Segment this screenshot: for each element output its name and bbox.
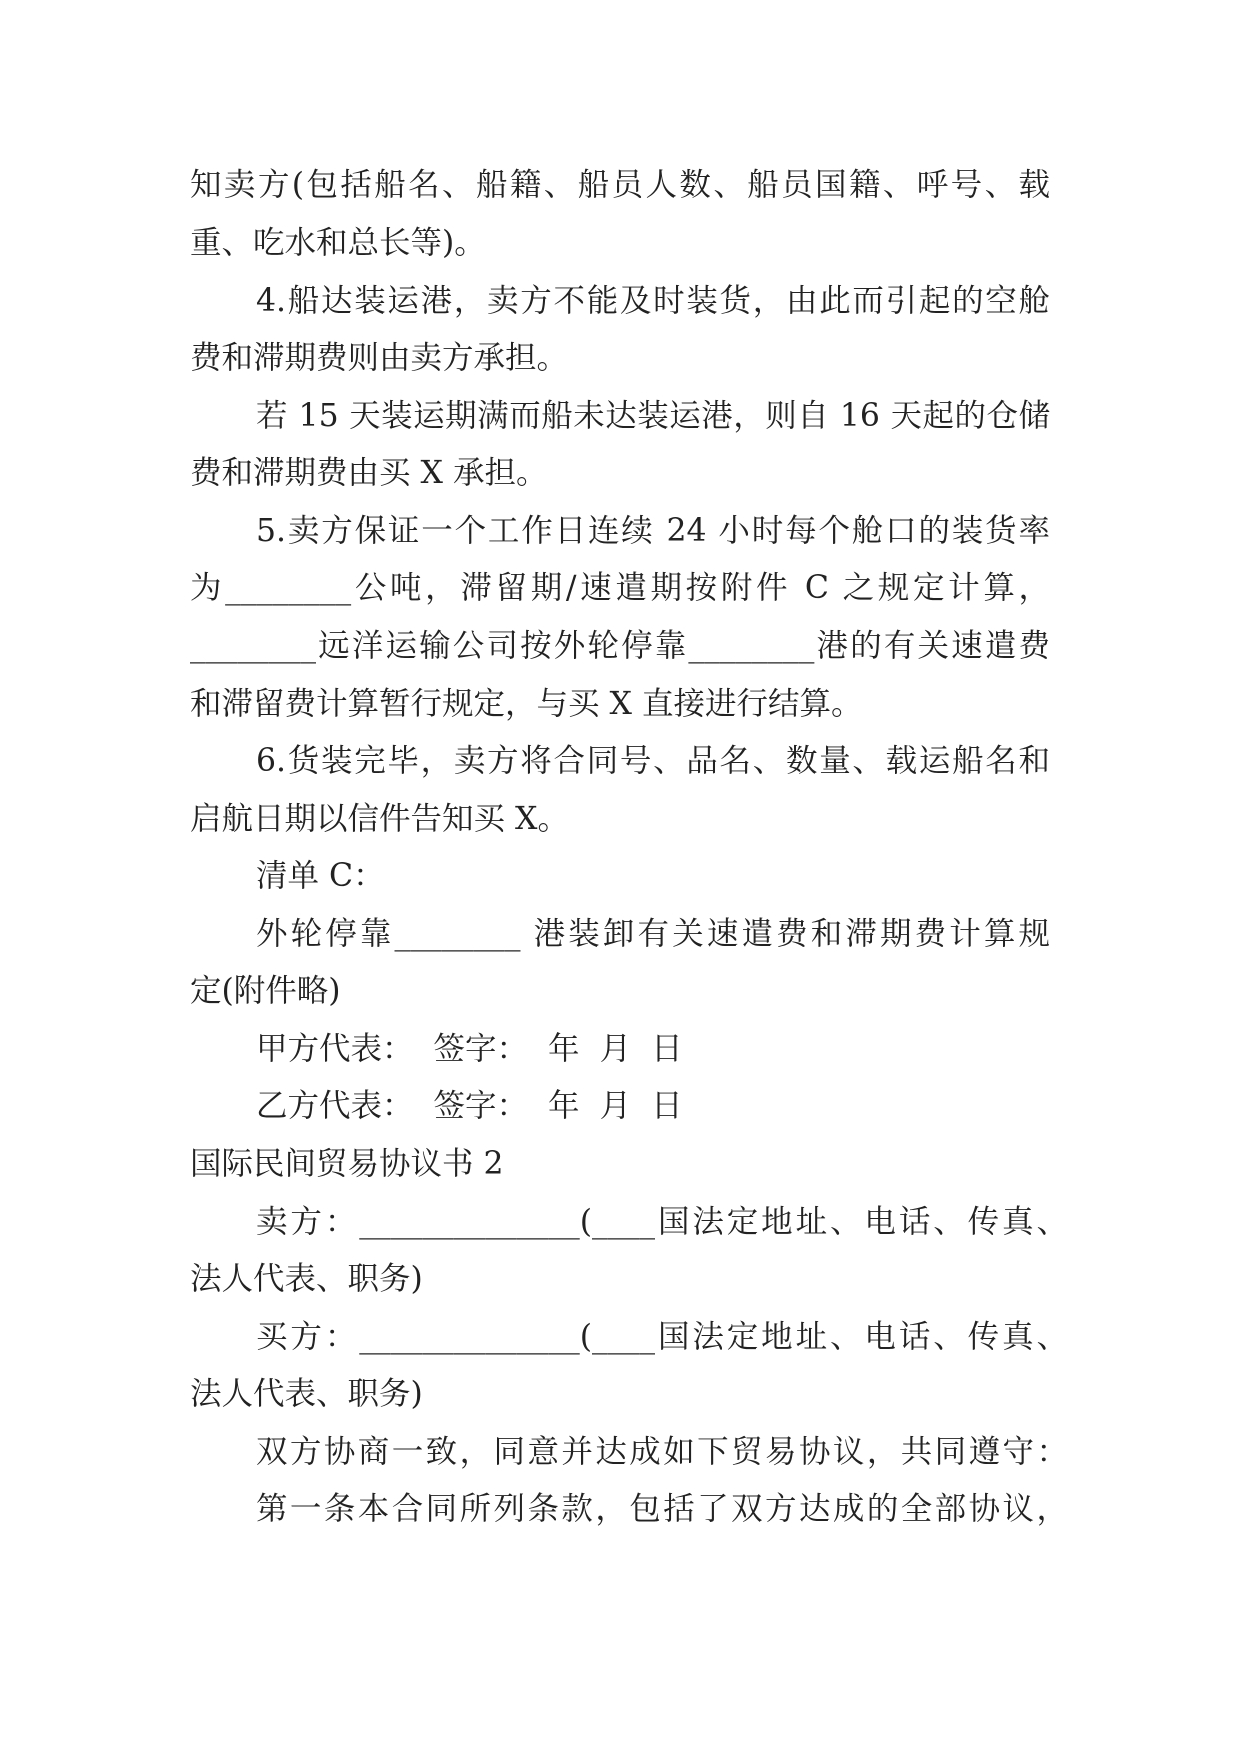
text-line: 外轮停靠________ 港装卸有关速遣费和滞期费计算规 — [256, 916, 1050, 952]
text-line: 和滞留费计算暂行规定，与买 X 直接进行结算。 — [190, 686, 863, 722]
text-line: 买方：______________(____国法定地址、电话、传真、 — [256, 1319, 1068, 1355]
text-line: 法人代表、职务) — [190, 1261, 423, 1297]
signature-line-party-b: 乙方代表： 签字： 年 月 日 — [256, 1088, 683, 1124]
text-line: 费和滞期费则由卖方承担。 — [190, 340, 569, 376]
text-line: 第一条本合同所列条款，包括了双方达成的全部协议， — [256, 1491, 1068, 1527]
signature-line-party-a: 甲方代表： 签字： 年 月 日 — [256, 1031, 683, 1067]
text-line: 6.货装完毕，卖方将合同号、品名、数量、载运船名和 — [256, 743, 1050, 779]
section-heading: 国际民间贸易协议书 2 — [190, 1146, 504, 1182]
text-line: 知卖方(包括船名、船籍、船员人数、船员国籍、呼号、载 — [190, 167, 1050, 203]
text-line: 为________公吨，滞留期/速遣期按附件 C 之规定计算， — [190, 570, 1050, 606]
text-line: 卖方：______________(____国法定地址、电话、传真、 — [256, 1204, 1068, 1240]
text-line: 清单 C： — [256, 858, 385, 894]
text-line: 启航日期以信件告知买 X。 — [190, 801, 569, 837]
text-line: 法人代表、职务) — [190, 1376, 423, 1412]
text-line: 双方协商一致，同意并达成如下贸易协议，共同遵守： — [256, 1434, 1068, 1470]
text-line: 重、吃水和总长等)。 — [190, 225, 486, 261]
text-line: 若 15 天装运期满而船未达装运港，则自 16 天起的仓储 — [256, 398, 1050, 434]
text-line: 定(附件略) — [190, 973, 341, 1009]
text-line: 费和滞期费由买 X 承担。 — [190, 455, 548, 491]
text-line: 4.船达装运港，卖方不能及时装货，由此而引起的空舱 — [256, 283, 1050, 319]
text-line: ________远洋运输公司按外轮停靠________港的有关速遣费 — [190, 628, 1050, 664]
text-line: 5.卖方保证一个工作日连续 24 小时每个舱口的装货率 — [256, 513, 1050, 549]
